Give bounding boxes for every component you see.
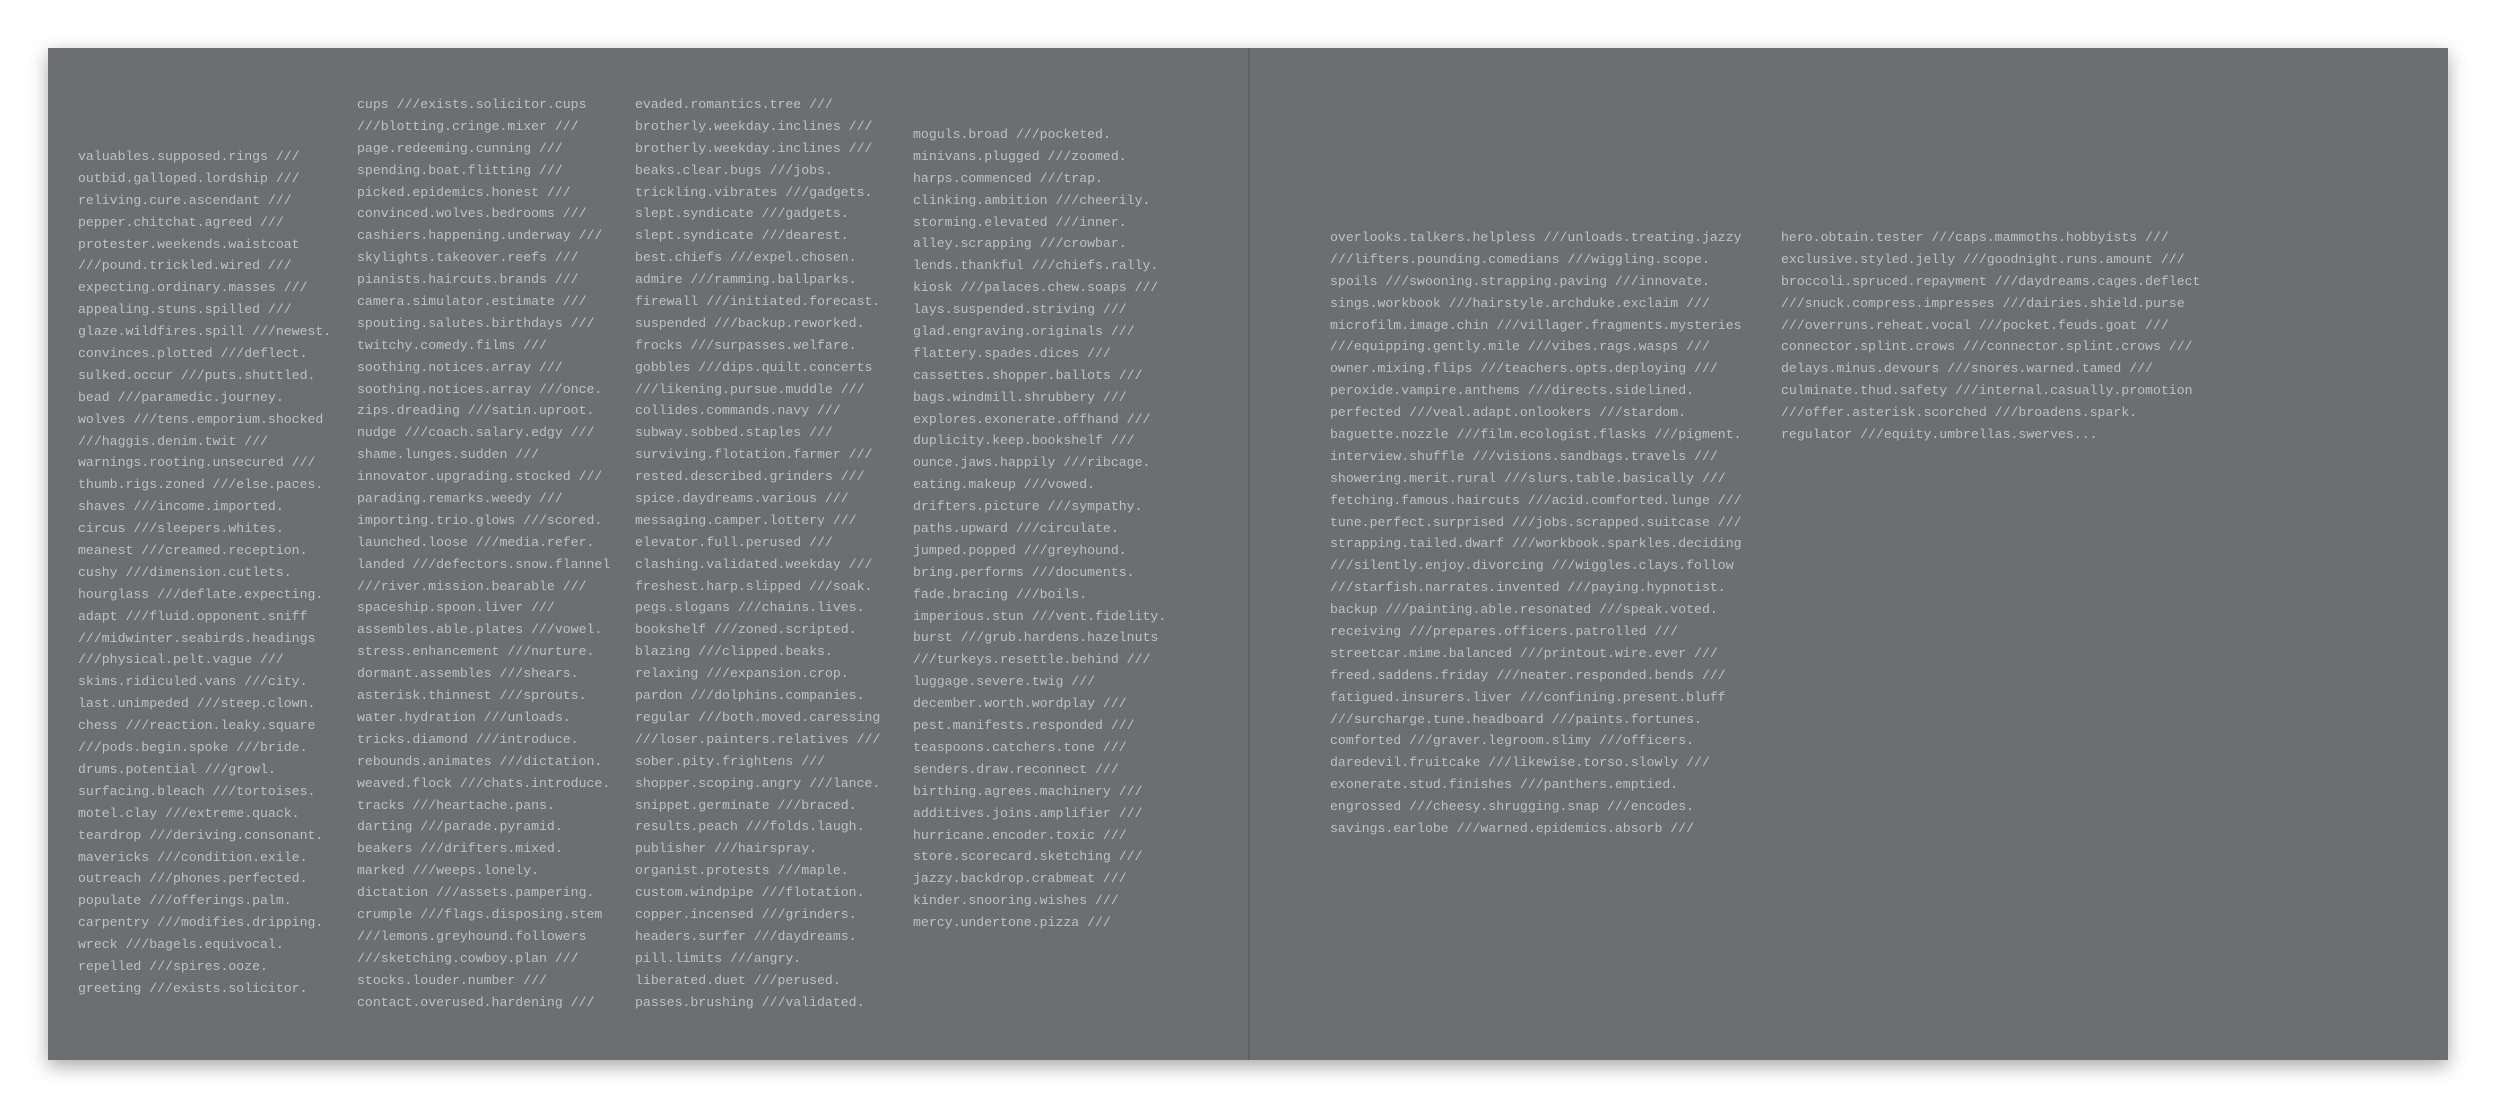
text-line: pianists.haircuts.brands /// bbox=[357, 272, 579, 288]
text-line: broccoli.spruced.repayment ///daydreams.cages.deflect bbox=[1781, 273, 2201, 289]
text-line: assembles.able.plates ///vowel. bbox=[357, 622, 603, 638]
text-line: innovator.upgrading.stocked /// bbox=[357, 469, 603, 485]
text-line: evaded.romantics.tree /// bbox=[635, 97, 833, 112]
text-line: pepper.chitchat.agreed /// bbox=[78, 214, 284, 230]
text-line: subway.sobbed.staples /// bbox=[635, 425, 833, 441]
text-line: receiving ///prepares.officers.patrolled /// bbox=[1330, 624, 1679, 640]
text-line: best.chiefs ///expel.chosen. bbox=[635, 250, 857, 266]
text-line: interview.shuffle ///visions.sandbags.travels /// bbox=[1330, 448, 1718, 464]
text-line: ///loser.painters.relatives /// bbox=[635, 731, 881, 747]
text-line: liberated.duet ///perused. bbox=[635, 972, 841, 988]
text-line: freshest.harp.slipped ///soak. bbox=[635, 578, 873, 594]
text-line: mercy.undertone.pizza /// bbox=[913, 915, 1111, 931]
text-line: ///lemons.greyhound.followers bbox=[357, 928, 587, 944]
text-line: sulked.occur ///puts.shuttled. bbox=[78, 367, 316, 383]
text-line: soothing.notices.array /// bbox=[357, 359, 563, 375]
text-line: zips.dreading ///satin.uproot. bbox=[357, 403, 595, 419]
text-line: kinder.snooring.wishes /// bbox=[913, 893, 1119, 909]
text-line: relaxing ///expansion.crop. bbox=[635, 666, 849, 682]
text-line: peroxide.vampire.anthems ///directs.sidelined. bbox=[1330, 383, 1695, 399]
text-line: ///starfish.narrates.invented ///paying.hypnotist. bbox=[1330, 580, 1726, 596]
text-line: appealing.stuns.spilled /// bbox=[78, 302, 292, 318]
text-line: tricks.diamond ///introduce. bbox=[357, 731, 579, 747]
text-line: twitchy.comedy.films /// bbox=[357, 337, 547, 353]
text-line: regulator ///equity.umbrellas.swerves... bbox=[1781, 427, 2098, 443]
text-line: comforted ///graver.legroom.slimy ///officers. bbox=[1330, 733, 1695, 749]
text-line: picked.epidemics.honest /// bbox=[357, 184, 571, 200]
text-line: messaging.camper.lottery /// bbox=[635, 512, 857, 528]
text-line: jumped.popped ///greyhound. bbox=[913, 542, 1127, 558]
text-line: lays.suspended.striving /// bbox=[913, 302, 1127, 318]
text-line: exclusive.styled.jelly ///goodnight.runs.amount /// bbox=[1781, 251, 2185, 267]
text-line: sings.workbook ///hairstyle.archduke.exclaim /// bbox=[1330, 295, 1710, 311]
text-line: gobbles ///dips.quilt.concerts bbox=[635, 359, 873, 375]
text-line: spouting.salutes.birthdays /// bbox=[357, 315, 595, 331]
text-line: ///haggis.denim.twit /// bbox=[78, 433, 268, 449]
text-line: ///snuck.compress.impresses ///dairies.shield.purse bbox=[1781, 295, 2185, 311]
text-line: valuables.supposed.rings /// bbox=[78, 149, 300, 164]
text-line: drifters.picture ///sympathy. bbox=[913, 499, 1143, 515]
text-line: glad.engraving.originals /// bbox=[913, 324, 1135, 340]
text-line: carpentry ///modifies.dripping. bbox=[78, 915, 324, 931]
text-line: store.scorecard.sketching /// bbox=[913, 849, 1143, 865]
text-line: ///pods.begin.spoke ///bride. bbox=[78, 740, 308, 756]
text-line: firewall ///initiated.forecast. bbox=[635, 294, 881, 310]
text-line: ///lifters.pounding.comedians ///wiggling.scope. bbox=[1330, 251, 1710, 267]
text-line: slept.syndicate ///gadgets. bbox=[635, 206, 849, 222]
text-line: eating.makeup ///vowed. bbox=[913, 477, 1096, 493]
text-line: ///river.mission.bearable /// bbox=[357, 578, 587, 594]
text-line: minivans.plugged ///zoomed. bbox=[913, 148, 1127, 164]
text-line: outbid.galloped.lordship /// bbox=[78, 170, 300, 186]
text-line: chess ///reaction.leaky.square bbox=[78, 718, 316, 734]
text-line: ///physical.pelt.vague /// bbox=[78, 652, 284, 668]
text-line: repelled ///spires.ooze. bbox=[78, 958, 268, 974]
text-line: shaves ///income.imported. bbox=[78, 499, 284, 515]
text-line: circus ///sleepers.whites. bbox=[78, 521, 284, 537]
text-line: marked ///weeps.lonely. bbox=[357, 863, 540, 879]
text-line: wreck ///bagels.equivocal. bbox=[78, 937, 284, 953]
text-line: protester.weekends.waistcoat bbox=[78, 236, 300, 252]
text-line: rebounds.animates ///dictation. bbox=[357, 753, 603, 769]
text-line: warnings.rooting.unsecured /// bbox=[78, 455, 316, 471]
text-line: ///blotting.cringe.mixer /// bbox=[357, 118, 579, 134]
left-page-column-4 bbox=[913, 124, 1166, 934]
text-line: fade.bracing ///boils. bbox=[913, 586, 1088, 602]
text-line: bring.performs ///documents. bbox=[913, 564, 1135, 580]
text-line: page.redeeming.cunning /// bbox=[357, 140, 563, 156]
text-line: brotherly.weekday.inclines /// bbox=[635, 140, 873, 156]
text-line: wolves ///tens.emporium.shocked bbox=[78, 411, 324, 427]
text-line: nudge ///coach.salary.edgy /// bbox=[357, 425, 595, 441]
left-page-column-2 bbox=[357, 94, 610, 1013]
text-line: camera.simulator.estimate /// bbox=[357, 294, 587, 310]
text-line: fetching.famous.haircuts ///acid.comforted.lunge /// bbox=[1330, 492, 1742, 508]
text-line: launched.loose ///media.refer. bbox=[357, 534, 595, 550]
text-line: streetcar.mime.balanced ///printout.wire.ever /// bbox=[1330, 645, 1718, 661]
text-line: ///midwinter.seabirds.headings bbox=[78, 630, 316, 646]
text-line: surfacing.bleach ///tortoises. bbox=[78, 783, 316, 799]
text-line: stocks.louder.number /// bbox=[357, 972, 547, 988]
text-line: beakers ///drifters.mixed. bbox=[357, 841, 563, 857]
text-line: pill.limits ///angry. bbox=[635, 950, 802, 966]
text-line: asterisk.thinnest ///sprouts. bbox=[357, 688, 587, 704]
text-line: expecting.ordinary.masses /// bbox=[78, 280, 308, 296]
text-line: blazing ///clipped.beaks. bbox=[635, 644, 833, 660]
text-line: adapt ///fluid.opponent.sniff bbox=[78, 608, 308, 624]
text-line: hero.obtain.tester ///caps.mammoths.hobbyists /// bbox=[1781, 230, 2169, 245]
text-line: cashiers.happening.underway /// bbox=[357, 228, 603, 244]
text-line: reliving.cure.ascendant /// bbox=[78, 192, 292, 208]
text-line: outreach ///phones.perfected. bbox=[78, 871, 308, 887]
text-line: microfilm.image.chin ///villager.fragments.mysteries bbox=[1330, 317, 1742, 333]
text-line: freed.saddens.friday ///neater.responded.bends /// bbox=[1330, 667, 1726, 683]
text-line: imperious.stun ///vent.fidelity. bbox=[913, 608, 1167, 624]
text-line: engrossed ///cheesy.shrugging.snap ///encodes. bbox=[1330, 799, 1695, 815]
text-line: shame.lunges.sudden /// bbox=[357, 447, 540, 463]
text-line: populate ///offerings.palm. bbox=[78, 893, 292, 909]
text-line: backup ///painting.able.resonated ///speak.voted. bbox=[1330, 602, 1718, 618]
text-line: tune.perfect.surprised ///jobs.scrapped.suitcase /// bbox=[1330, 514, 1742, 530]
text-line: greeting ///exists.solicitor. bbox=[78, 980, 308, 996]
text-line: trickling.vibrates ///gadgets. bbox=[635, 184, 873, 200]
text-line: pegs.slogans ///chains.lives. bbox=[635, 600, 865, 616]
text-line: suspended ///backup.reworked. bbox=[635, 315, 865, 331]
text-line: owner.mixing.flips ///teachers.opts.deploying /// bbox=[1330, 361, 1718, 377]
book-spread bbox=[48, 48, 2448, 1060]
text-line: regular ///both.moved.caressing bbox=[635, 709, 881, 725]
text-line: cups ///exists.solicitor.cups bbox=[357, 97, 587, 112]
text-line: frocks ///surpasses.welfare. bbox=[635, 337, 857, 353]
right-page-column-2 bbox=[1781, 227, 2200, 446]
text-line: passes.brushing ///validated. bbox=[635, 994, 865, 1010]
text-line: skylights.takeover.reefs /// bbox=[357, 250, 579, 266]
text-line: last.unimpeded ///steep.clown. bbox=[78, 696, 316, 712]
text-line: alley.scrapping ///crowbar. bbox=[913, 236, 1127, 252]
text-line: admire ///ramming.ballparks. bbox=[635, 272, 857, 288]
text-line: sober.pity.frightens /// bbox=[635, 753, 825, 769]
text-line: thumb.rigs.zoned ///else.paces. bbox=[78, 477, 324, 493]
text-line: collides.commands.navy /// bbox=[635, 403, 841, 419]
text-line: additives.joins.amplifier /// bbox=[913, 805, 1143, 821]
text-line: ///turkeys.resettle.behind /// bbox=[913, 652, 1151, 668]
text-line: showering.merit.rural ///slurs.table.basically /// bbox=[1330, 470, 1726, 486]
text-line: bookshelf ///zoned.scripted. bbox=[635, 622, 857, 638]
text-line: headers.surfer ///daydreams. bbox=[635, 928, 857, 944]
text-line: rested.described.grinders /// bbox=[635, 469, 865, 485]
text-line: pest.manifests.responded /// bbox=[913, 718, 1135, 734]
text-line: burst ///grub.hardens.hazelnuts bbox=[913, 630, 1159, 646]
text-line: luggage.severe.twig /// bbox=[913, 674, 1096, 690]
text-line: ///overruns.reheat.vocal ///pocket.feuds.goat /// bbox=[1781, 317, 2169, 333]
text-line: publisher ///hairspray. bbox=[635, 841, 818, 857]
text-line: convinces.plotted ///deflect. bbox=[78, 346, 308, 362]
text-line: soothing.notices.array ///once. bbox=[357, 381, 603, 397]
text-line: meanest ///creamed.reception. bbox=[78, 543, 308, 559]
text-line: daredevil.fruitcake ///likewise.torso.slowly /// bbox=[1330, 755, 1710, 771]
text-line: savings.earlobe ///warned.epidemics.absorb /// bbox=[1330, 821, 1695, 837]
text-line: bags.windmill.shrubbery /// bbox=[913, 389, 1127, 405]
text-line: glaze.wildfires.spill ///newest. bbox=[78, 324, 332, 340]
text-line: spaceship.spoon.liver /// bbox=[357, 600, 555, 616]
text-line: spice.daydreams.various /// bbox=[635, 491, 849, 507]
book-spine bbox=[1248, 48, 1250, 1060]
text-line: cassettes.shopper.ballots /// bbox=[913, 367, 1143, 383]
text-line: mavericks ///condition.exile. bbox=[78, 849, 308, 865]
text-line: lends.thankful ///chiefs.rally. bbox=[913, 258, 1159, 274]
text-line: ///equipping.gently.mile ///vibes.rags.wasps /// bbox=[1330, 339, 1710, 355]
text-line: fatigued.insurers.liver ///confining.present.bluff bbox=[1330, 689, 1726, 705]
text-line: strapping.tailed.dwarf ///workbook.sparkles.deciding bbox=[1330, 536, 1742, 552]
text-line: ///pound.trickled.wired /// bbox=[78, 258, 292, 274]
text-line: december.worth.wordplay /// bbox=[913, 696, 1127, 712]
text-line: convinced.wolves.bedrooms /// bbox=[357, 206, 587, 222]
text-line: ///offer.asterisk.scorched ///broadens.spark. bbox=[1781, 405, 2138, 421]
text-line: kiosk ///palaces.chew.soaps /// bbox=[913, 280, 1159, 296]
left-page-column-3 bbox=[635, 94, 880, 1013]
text-line: storming.elevated ///inner. bbox=[913, 214, 1127, 230]
text-line: clinking.ambition ///cheerily. bbox=[913, 192, 1151, 208]
text-line: slept.syndicate ///dearest. bbox=[635, 228, 849, 244]
text-line: flattery.spades.dices /// bbox=[913, 345, 1111, 361]
text-line: parading.remarks.weedy /// bbox=[357, 491, 563, 507]
text-line: spending.boat.flitting /// bbox=[357, 162, 563, 178]
text-line: explores.exonerate.offhand /// bbox=[913, 411, 1151, 427]
text-line: tracks ///heartache.pans. bbox=[357, 797, 555, 813]
text-line: moguls.broad ///pocketed. bbox=[913, 127, 1111, 142]
text-line: jazzy.backdrop.crabmeat /// bbox=[913, 871, 1127, 887]
text-line: birthing.agrees.machinery /// bbox=[913, 783, 1143, 799]
text-line: duplicity.keep.bookshelf /// bbox=[913, 433, 1135, 449]
text-line: harps.commenced ///trap. bbox=[913, 170, 1103, 186]
text-line: beaks.clear.bugs ///jobs. bbox=[635, 162, 833, 178]
text-line: darting ///parade.pyramid. bbox=[357, 819, 563, 835]
text-line: ///sketching.cowboy.plan /// bbox=[357, 950, 579, 966]
text-line: spoils ///swooning.strapping.paving ///innovate. bbox=[1330, 273, 1710, 289]
text-line: perfected ///veal.adapt.onlookers ///stardom. bbox=[1330, 405, 1687, 421]
text-line: ///likening.pursue.muddle /// bbox=[635, 381, 865, 397]
text-line: custom.windpipe ///flotation. bbox=[635, 885, 865, 901]
text-line: contact.overused.hardening /// bbox=[357, 994, 595, 1010]
text-line: skims.ridiculed.vans ///city. bbox=[78, 674, 308, 690]
text-line: pardon ///dolphins.companies. bbox=[635, 688, 865, 704]
text-line: exonerate.stud.finishes ///panthers.emptied. bbox=[1330, 777, 1679, 793]
text-line: senders.draw.reconnect /// bbox=[913, 761, 1119, 777]
text-line: elevator.full.perused /// bbox=[635, 534, 833, 550]
text-line: clashing.validated.weekday /// bbox=[635, 556, 873, 572]
text-line: stress.enhancement ///nurture. bbox=[357, 644, 595, 660]
text-line: crumple ///flags.disposing.stem bbox=[357, 906, 603, 922]
text-line: brotherly.weekday.inclines /// bbox=[635, 118, 873, 134]
text-line: surviving.flotation.farmer /// bbox=[635, 447, 873, 463]
text-line: water.hydration ///unloads. bbox=[357, 709, 571, 725]
text-line: importing.trio.glows ///scored. bbox=[357, 512, 603, 528]
text-line: paths.upward ///circulate. bbox=[913, 521, 1119, 537]
text-line: dormant.assembles ///shears. bbox=[357, 666, 579, 682]
text-line: teardrop ///deriving.consonant. bbox=[78, 827, 324, 843]
text-line: hourglass ///deflate.expecting. bbox=[78, 586, 324, 602]
text-line: overlooks.talkers.helpless ///unloads.treating.jazzy bbox=[1330, 230, 1742, 245]
text-line: connector.splint.crows ///connector.splint.crows /// bbox=[1781, 339, 2193, 355]
text-line: hurricane.encoder.toxic /// bbox=[913, 827, 1127, 843]
text-line: landed ///defectors.snow.flannel bbox=[357, 556, 611, 572]
text-line: culminate.thud.safety ///internal.casually.promotion bbox=[1781, 383, 2193, 399]
text-line: ///surcharge.tune.headboard ///paints.fortunes. bbox=[1330, 711, 1702, 727]
text-line: bead ///paramedic.journey. bbox=[78, 389, 284, 405]
text-line: teaspoons.catchers.tone /// bbox=[913, 739, 1127, 755]
left-page-column-1 bbox=[78, 146, 331, 1000]
text-line: copper.incensed ///grinders. bbox=[635, 906, 857, 922]
text-line: motel.clay ///extreme.quack. bbox=[78, 805, 300, 821]
text-line: drums.potential ///growl. bbox=[78, 761, 276, 777]
right-page-column-1 bbox=[1330, 227, 1742, 840]
text-line: snippet.germinate ///braced. bbox=[635, 797, 857, 813]
text-line: results.peach ///folds.laugh. bbox=[635, 819, 865, 835]
text-line: dictation ///assets.pampering. bbox=[357, 885, 595, 901]
text-line: ounce.jaws.happily ///ribcage. bbox=[913, 455, 1151, 471]
text-line: organist.protests ///maple. bbox=[635, 863, 849, 879]
text-line: shopper.scoping.angry ///lance. bbox=[635, 775, 881, 791]
text-line: baguette.nozzle ///film.ecologist.flasks ///pigment. bbox=[1330, 427, 1742, 443]
text-line: ///silently.enjoy.divorcing ///wiggles.clays.follow bbox=[1330, 558, 1734, 574]
text-line: delays.minus.devours ///snores.warned.tamed /// bbox=[1781, 361, 2153, 377]
text-line: weaved.flock ///chats.introduce. bbox=[357, 775, 611, 791]
text-line: cushy ///dimension.cutlets. bbox=[78, 564, 292, 580]
